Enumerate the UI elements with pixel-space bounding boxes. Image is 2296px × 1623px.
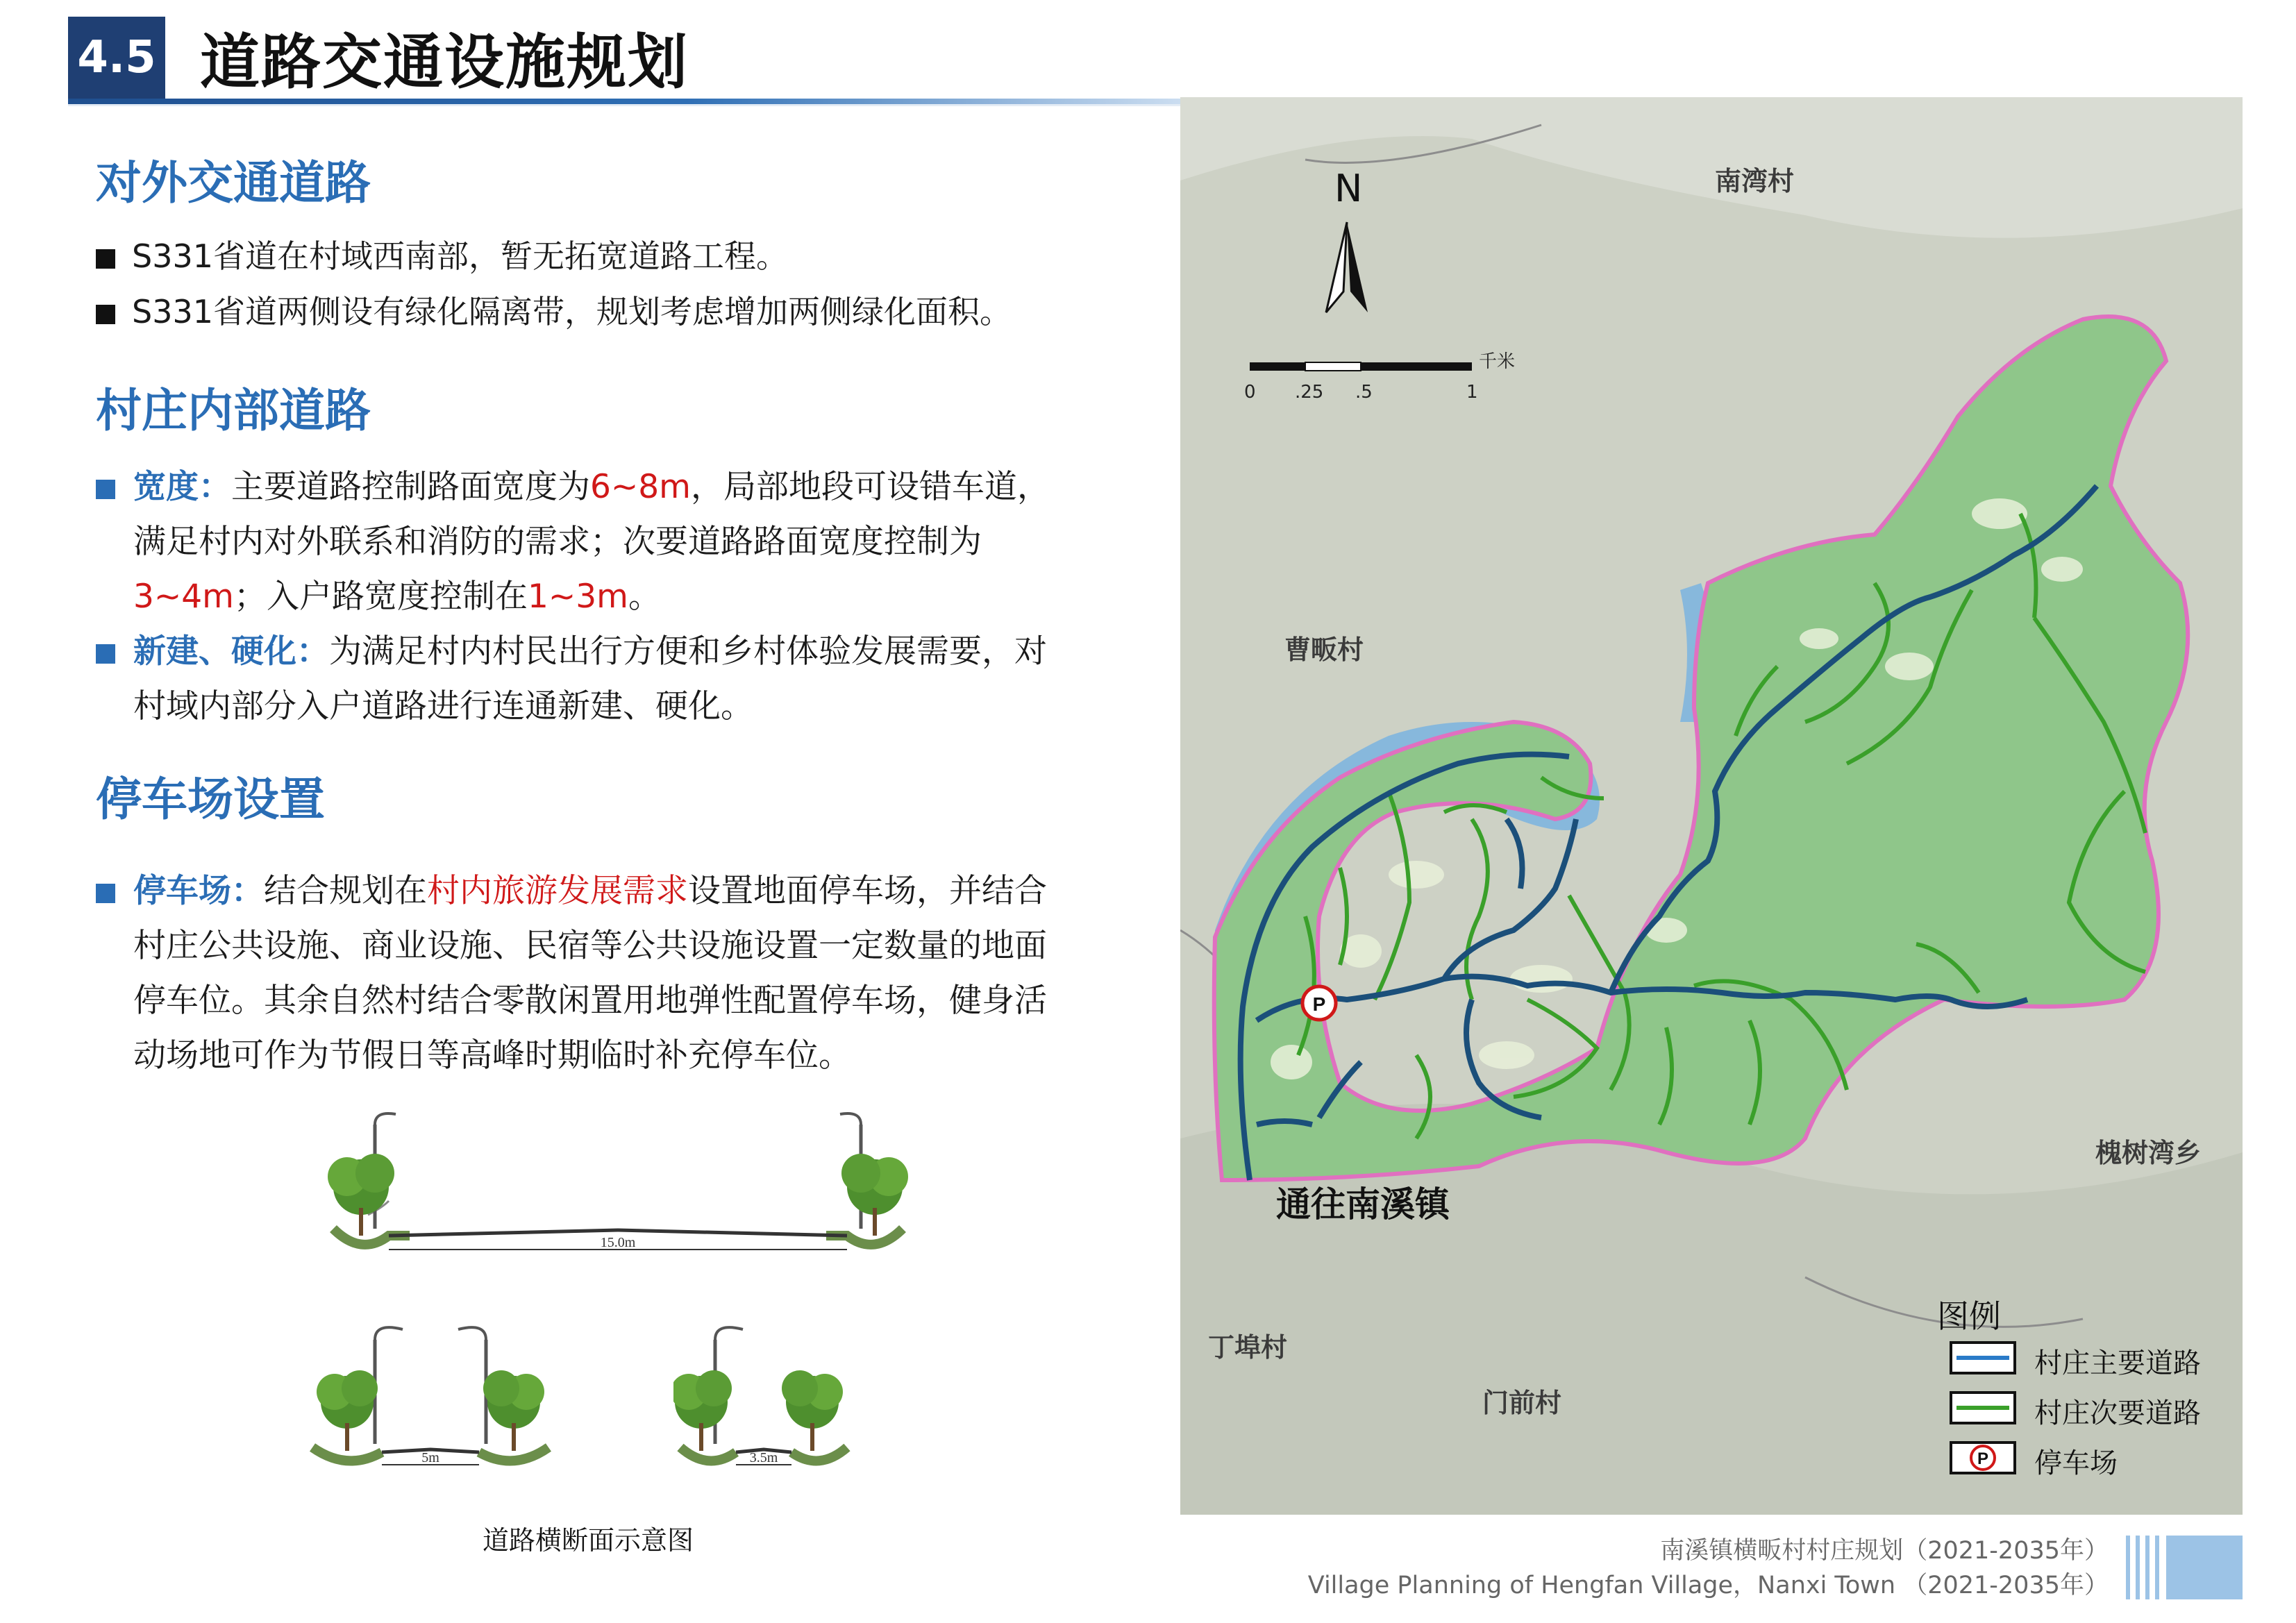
heading-external-roads: 对外交通道路: [96, 156, 371, 210]
width-label-3-5m: 3.5m: [749, 1450, 778, 1465]
scale-tick-1: 1: [1466, 382, 1478, 403]
scale-tick-025: .25: [1295, 382, 1324, 403]
footer-chinese: 南溪镇横畈村村庄规划（2021-2035年）: [1660, 1537, 2109, 1565]
place-nanwan: 南湾村: [1715, 166, 1795, 196]
place-dingbu: 丁埠村: [1208, 1332, 1288, 1363]
legend-title: 图例: [1937, 1297, 2001, 1335]
bullet-external-2: S331省道两侧设有绿化隔离带，规划考虑增加两侧绿化面积。: [96, 285, 1123, 339]
cross-section-3-5m: [673, 1319, 937, 1486]
width-label-15m: 15.0m: [600, 1235, 636, 1250]
place-caofan: 曹畈村: [1284, 634, 1364, 665]
scale-tick-05: .5: [1355, 382, 1373, 403]
square-bullet-icon: [96, 884, 115, 903]
square-bullet-icon: [96, 480, 115, 499]
header-divider: [68, 99, 1193, 104]
scale-unit: 千米: [1479, 351, 1516, 372]
svg-text:P: P: [1312, 993, 1326, 1015]
place-to-nanxi: 通往南溪镇: [1276, 1184, 1450, 1225]
legend-secondary-road: 村庄次要道路: [2034, 1397, 2201, 1429]
legend-main-road: 村庄主要道路: [2034, 1347, 2201, 1379]
paragraph-build: 新建、硬化：为满足村内村民出行方便和乡村体验发展需要，对 村域内部分入户道路进行连通新建、硬化。: [96, 624, 1137, 734]
svg-text:P: P: [1977, 1449, 1989, 1468]
section-number: 4.5: [68, 17, 165, 99]
paragraph-parking: 停车场：结合规划在村内旅游发展需求设置地面停车场，并结合 村庄公共设施、商业设施、民宿等公共设施设置一定数量的地面 停车位。其余自然村结合零散闲置用地弹性配置停车场，健身活 动场地可作为节假日等高峰时期临时补充停车位。: [96, 864, 1137, 1083]
width-label-5m: 5m: [421, 1450, 439, 1465]
cross-section-15m: [319, 1111, 916, 1277]
place-menqian: 门前村: [1482, 1388, 1562, 1418]
map-canvas: [1180, 97, 2243, 1515]
cross-section-5m: [299, 1319, 562, 1486]
footer-bar-decoration: [2155, 1536, 2159, 1599]
north-label: N: [1334, 167, 1363, 210]
square-bullet-icon: [96, 305, 115, 324]
legend-parking: 停车场: [2034, 1447, 2118, 1479]
bullet-external-1: S331省道在村域西南部，暂无拓宽道路工程。: [96, 229, 1123, 283]
paragraph-width: 宽度：主要道路控制路面宽度为6~8m，局部地段可设错车道， 满足村内对外联系和消防的需求；次要道路路面宽度控制为 3~4m；入户路宽度控制在1~3m。: [96, 460, 1137, 624]
header-divider-light: [68, 104, 1193, 106]
footer-english: Village Planning of Hengfan Village，Nanxi Town （2021-2035年）: [1307, 1572, 2109, 1599]
footer-bar-decoration: [2136, 1536, 2140, 1599]
page-title: 道路交通设施规划: [200, 28, 689, 97]
diagram-caption: 道路横断面示意图: [483, 1525, 694, 1556]
square-bullet-icon: [96, 644, 115, 664]
footer-bar-decoration: [2145, 1536, 2150, 1599]
scale-tick-0: 0: [1244, 382, 1256, 403]
heading-internal-roads: 村庄内部道路: [96, 384, 371, 437]
heading-parking: 停车场设置: [96, 773, 325, 826]
village-road-map: [1180, 97, 2243, 1515]
place-huaishu: 槐树湾乡: [2095, 1138, 2202, 1168]
square-bullet-icon: [96, 249, 115, 269]
footer-block-decoration: [2166, 1536, 2243, 1599]
footer-bar-decoration: [2126, 1536, 2130, 1599]
